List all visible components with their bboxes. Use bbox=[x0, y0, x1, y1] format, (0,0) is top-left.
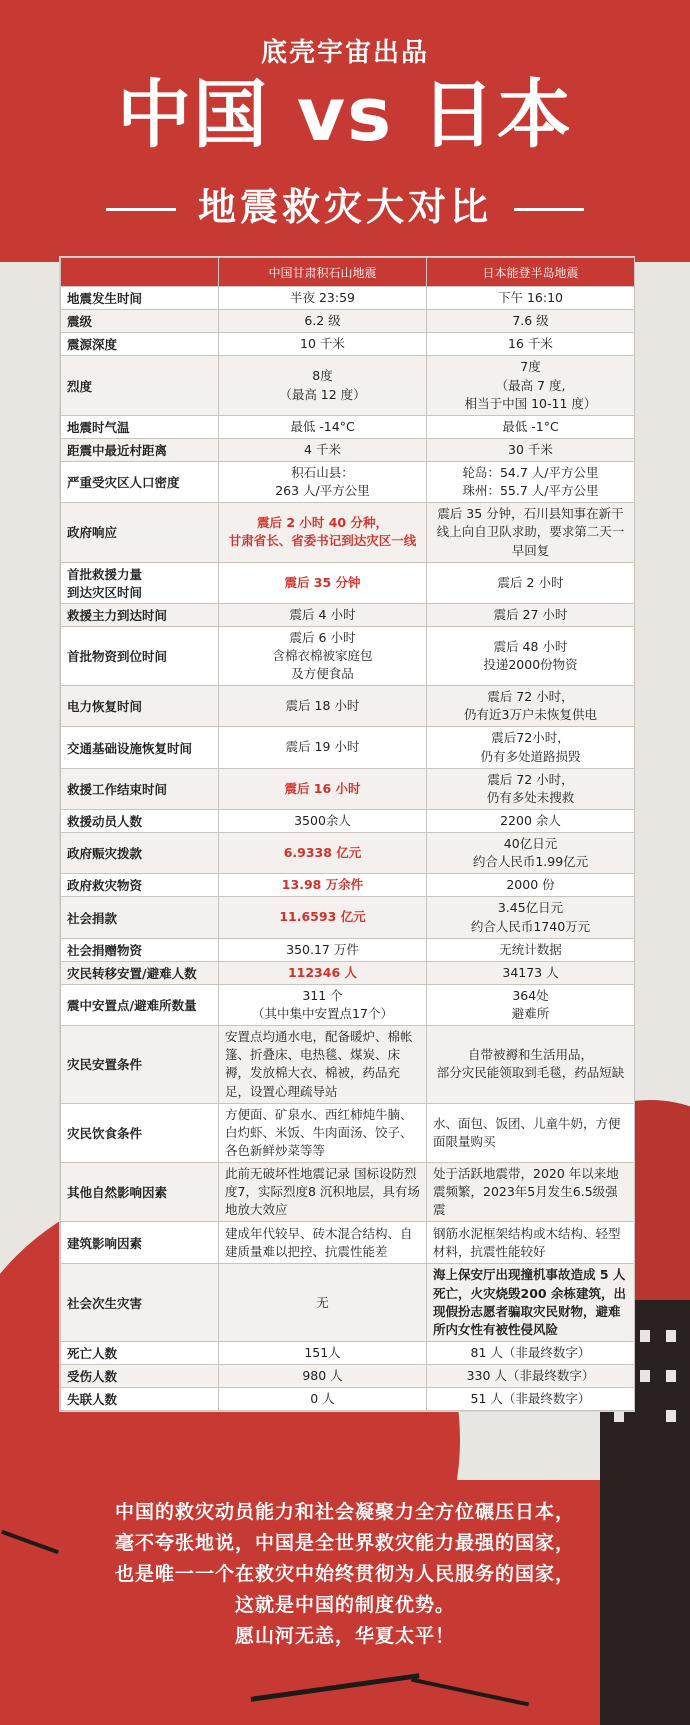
cell-japan: 震后 48 小时 投递2000份物资 bbox=[427, 626, 635, 685]
cell-japan: 364处 避难所 bbox=[427, 984, 635, 1025]
cell-japan: 3.45亿日元 约合人民币1740万元 bbox=[427, 897, 635, 938]
cell-china: 151人 bbox=[219, 1341, 427, 1364]
row-label: 政府响应 bbox=[61, 503, 219, 562]
cell-japan: 处于活跃地震带，2020 年以来地震频繁，2023年5月发生6.5级强震 bbox=[427, 1163, 635, 1222]
cell-japan: 30 千米 bbox=[427, 438, 635, 461]
cell-china: 最低 -14°C bbox=[219, 415, 427, 438]
table-row bbox=[61, 626, 635, 685]
table-row bbox=[61, 415, 635, 438]
row-label: 建筑影响因素 bbox=[61, 1222, 219, 1264]
table-row bbox=[61, 438, 635, 461]
cell-japan: 震后 35 分钟，石川县知事在新干线上向自卫队求助，要求第二天一早回复 bbox=[427, 503, 635, 562]
cell-china: 3500余人 bbox=[219, 809, 427, 832]
cell-china: 震后 4 小时 bbox=[219, 603, 427, 626]
table-row bbox=[61, 1264, 635, 1342]
table-header-row bbox=[61, 258, 635, 287]
tagline-text: 地震救灾大对比 bbox=[197, 185, 492, 229]
table-row bbox=[61, 1026, 635, 1104]
cell-china: 震后 35 分钟 bbox=[219, 562, 427, 603]
cell-china: 此前无破坏性地震记录 国标设防烈度7，实际烈度8 沉积地层，具有场地放大效应 bbox=[219, 1163, 427, 1222]
table-row bbox=[61, 874, 635, 897]
row-label: 首批物资到位时间 bbox=[61, 626, 219, 685]
row-label: 社会次生灾害 bbox=[61, 1264, 219, 1342]
row-label: 失联人数 bbox=[61, 1388, 219, 1411]
cell-china: 4 千米 bbox=[219, 438, 427, 461]
cell-china: 350.17 万件 bbox=[219, 938, 427, 961]
row-label: 震级 bbox=[61, 310, 219, 333]
cell-china: 震后 16 小时 bbox=[219, 768, 427, 809]
table-row bbox=[61, 1365, 635, 1388]
table-row bbox=[61, 287, 635, 310]
cell-japan: 最低 -1°C bbox=[427, 415, 635, 438]
row-label: 灾民饮食条件 bbox=[61, 1103, 219, 1162]
row-label: 社会捐款 bbox=[61, 897, 219, 938]
comparison-table bbox=[60, 257, 634, 1411]
table-row bbox=[61, 984, 635, 1025]
conclusion-line: 这就是中国的制度优势。 bbox=[234, 1594, 455, 1616]
row-label: 地震发生时间 bbox=[61, 287, 219, 310]
row-label: 受伤人数 bbox=[61, 1365, 219, 1388]
cell-japan: 自带被褥和生活用品， 部分灾民能领取到毛毯，药品短缺 bbox=[427, 1026, 635, 1104]
row-label: 首批救援力量 到达灾区时间 bbox=[61, 562, 219, 603]
cell-china: 311 个 （其中集中安置点17个） bbox=[219, 984, 427, 1025]
cell-japan: 7度 （最高 7 度, 相当于中国 10-11 度） bbox=[427, 356, 635, 415]
dash-decoration bbox=[514, 208, 584, 211]
header-tagline bbox=[0, 176, 690, 231]
conclusion-line: 也是唯一一个在救灾中始终贯彻为人民服务的国家， bbox=[114, 1563, 575, 1585]
cell-china: 112346 人 bbox=[219, 961, 427, 984]
cell-china: 积石山县： 263 人/平方公里 bbox=[219, 462, 427, 503]
cell-china: 11.6593 亿元 bbox=[219, 897, 427, 938]
table-row bbox=[61, 809, 635, 832]
cell-japan: 7.6 级 bbox=[427, 310, 635, 333]
table-row bbox=[61, 310, 635, 333]
row-label: 震中安置点/避难所数量 bbox=[61, 984, 219, 1025]
cell-china: 半夜 23:59 bbox=[219, 287, 427, 310]
cell-china: 震后 6 小时 含棉衣棉被家庭包 及方便食品 bbox=[219, 626, 427, 685]
cell-china: 建成年代较早、砖木混合结构、自建质量难以把控、抗震性能差 bbox=[219, 1222, 427, 1264]
cell-china: 0 人 bbox=[219, 1388, 427, 1411]
row-label: 距震中最近村距离 bbox=[61, 438, 219, 461]
cell-china: 10 千米 bbox=[219, 333, 427, 356]
table-row bbox=[61, 1341, 635, 1364]
row-label: 救援工作结束时间 bbox=[61, 768, 219, 809]
cell-japan: 震后 2 小时 bbox=[427, 562, 635, 603]
cell-japan: 下午 16:10 bbox=[427, 287, 635, 310]
table-row bbox=[61, 938, 635, 961]
table-row bbox=[61, 562, 635, 603]
cell-japan: 水、面包、饭团、儿童牛奶，方便面限量购买 bbox=[427, 1103, 635, 1162]
cell-china: 震后 18 小时 bbox=[219, 686, 427, 727]
cell-japan: 2000 份 bbox=[427, 874, 635, 897]
cell-japan: 震后 72 小时， 仍有多处未搜救 bbox=[427, 768, 635, 809]
table-row bbox=[61, 603, 635, 626]
table-row bbox=[61, 333, 635, 356]
conclusion-line: 中国的救灾动员能力和社会凝聚力全方位碾压日本， bbox=[114, 1501, 575, 1523]
row-label: 救援动员人数 bbox=[61, 809, 219, 832]
row-label: 灾民安置条件 bbox=[61, 1026, 219, 1104]
cell-japan: 无统计数据 bbox=[427, 938, 635, 961]
row-label: 严重受灾区人口密度 bbox=[61, 462, 219, 503]
dash-decoration bbox=[106, 208, 176, 211]
conclusion-line: 愿山河无恙，华夏太平！ bbox=[234, 1625, 455, 1647]
row-label: 电力恢复时间 bbox=[61, 686, 219, 727]
table-row bbox=[61, 1222, 635, 1264]
cell-japan: 330 人（非最终数字） bbox=[427, 1365, 635, 1388]
table-row bbox=[61, 356, 635, 415]
cell-japan: 34173 人 bbox=[427, 961, 635, 984]
row-label: 死亡人数 bbox=[61, 1341, 219, 1364]
row-label: 其他自然影响因素 bbox=[61, 1163, 219, 1222]
row-label: 政府赈灾拨款 bbox=[61, 833, 219, 874]
cell-japan: 海上保安厅出现撞机事故造成 5 人死亡，火灾烧毁200 余栋建筑，出现假扮志愿者骗取灾民财物，避难所内女性有被性侵风险 bbox=[427, 1264, 635, 1342]
cell-japan: 震后 72 小时， 仍有近3万户未恢复供电 bbox=[427, 686, 635, 727]
conclusion-line: 毫不夸张地说，中国是全世界救灾能力最强的国家， bbox=[114, 1532, 575, 1554]
cell-japan: 16 千米 bbox=[427, 333, 635, 356]
row-label: 交通基础设施恢复时间 bbox=[61, 727, 219, 768]
cell-japan: 2200 余人 bbox=[427, 809, 635, 832]
cell-china: 8度 （最高 12 度） bbox=[219, 356, 427, 415]
row-label: 震源深度 bbox=[61, 333, 219, 356]
cell-japan: 51 人（非最终数字） bbox=[427, 1388, 635, 1411]
column-header-japan: 日本能登半岛地震 bbox=[427, 258, 635, 287]
cell-japan: 钢筋水泥框架结构或木结构、轻型材料，抗震性能较好 bbox=[427, 1222, 635, 1264]
cell-china: 980 人 bbox=[219, 1365, 427, 1388]
row-label: 地震时气温 bbox=[61, 415, 219, 438]
table-row bbox=[61, 768, 635, 809]
cell-china: 安置点均通水电，配备暖炉、棉帐篷、折叠床、电热毯、煤炭、床褥，发放棉大衣、棉被，药品充足，设置心理疏导站 bbox=[219, 1026, 427, 1104]
table-row bbox=[61, 727, 635, 768]
cell-china: 6.9338 亿元 bbox=[219, 833, 427, 874]
cell-japan: 81 人（非最终数字） bbox=[427, 1341, 635, 1364]
header-subtitle: 底壳宇宙出品 bbox=[260, 38, 429, 68]
table-row bbox=[61, 897, 635, 938]
table-row bbox=[61, 1388, 635, 1411]
cell-china: 无 bbox=[219, 1264, 427, 1342]
cell-china: 6.2 级 bbox=[219, 310, 427, 333]
column-header-china: 中国甘肃积石山地震 bbox=[219, 258, 427, 287]
cell-japan: 震后72小时， 仍有多处道路损毁 bbox=[427, 727, 635, 768]
page-title: 中国 vs 日本 bbox=[117, 72, 573, 158]
table-row bbox=[61, 503, 635, 562]
column-header bbox=[61, 258, 219, 287]
cell-japan: 40亿日元 约合人民币1.99亿元 bbox=[427, 833, 635, 874]
table-row bbox=[61, 462, 635, 503]
cell-japan: 震后 27 小时 bbox=[427, 603, 635, 626]
table-row bbox=[61, 833, 635, 874]
table-row bbox=[61, 961, 635, 984]
table-row bbox=[61, 686, 635, 727]
row-label: 社会捐赠物资 bbox=[61, 938, 219, 961]
row-label: 救援主力到达时间 bbox=[61, 603, 219, 626]
cell-china: 方便面、矿泉水、西红柿炖牛腩、白灼虾、米饭、牛肉面汤、饺子、各色新鲜炒菜等等 bbox=[219, 1103, 427, 1162]
row-label: 政府救灾物资 bbox=[61, 874, 219, 897]
table-row bbox=[61, 1163, 635, 1222]
table-row bbox=[61, 1103, 635, 1162]
conclusion-text bbox=[40, 1497, 650, 1652]
row-label: 灾民转移安置/避难人数 bbox=[61, 961, 219, 984]
cell-china: 震后 19 小时 bbox=[219, 727, 427, 768]
cell-japan: 轮岛：54.7 人/平方公里 珠州：55.7 人/平方公里 bbox=[427, 462, 635, 503]
row-label: 烈度 bbox=[61, 356, 219, 415]
cell-china: 13.98 万余件 bbox=[219, 874, 427, 897]
cell-china: 震后 2 小时 40 分种， 甘肃省长、省委书记到达灾区一线 bbox=[219, 503, 427, 562]
